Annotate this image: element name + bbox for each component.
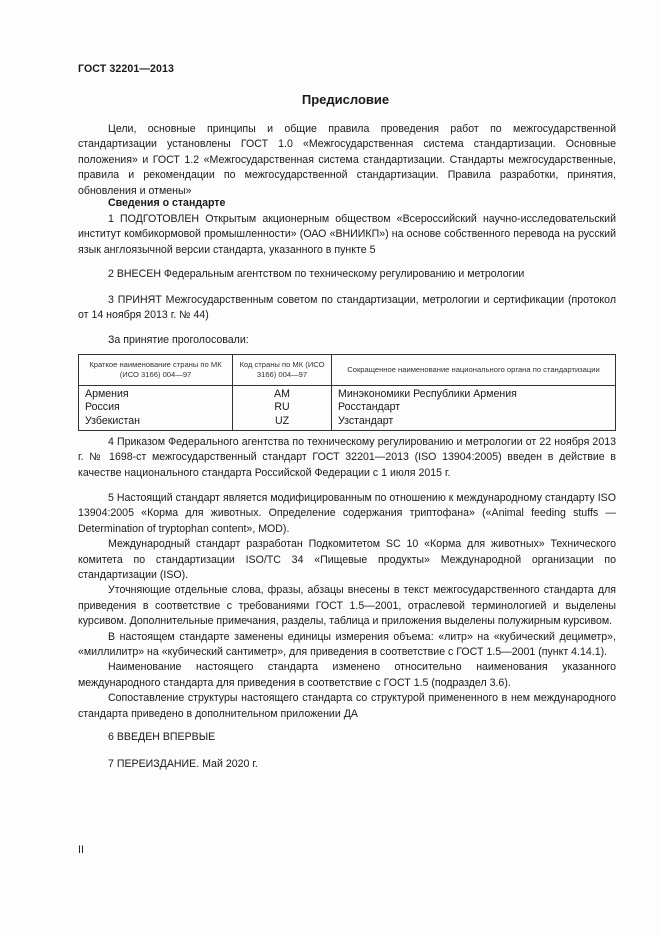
- intro-text: Цели, основные принципы и общие правила проведения работ по межгосударственной стандартизации установлены ГОСТ 1.0 «Межгосударственная система стандартизации. Основные положения» и ГОСТ 1.2 «Межгосударственная система стандартизации. Стандарты межгосударственные, правила и рекомендации по межгосударственной стандартизации. Правила разработки, принятия, обновления и отмены»: [78, 123, 616, 197]
- section-heading-block: [78, 196, 616, 211]
- item-2-block: [78, 267, 616, 282]
- country-name: Узбекистан: [85, 414, 141, 427]
- document-code-header: ГОСТ 32201—2013: [78, 63, 175, 75]
- standards-body: Росстандарт: [338, 401, 401, 414]
- vote-intro-block: [78, 333, 616, 348]
- country-code: RU: [274, 401, 290, 414]
- item-4-text: 4 Приказом Федерального агентства по техническому регулированию и метрологии от 22 ноября 2013 г. № 1698-ст межгосударственный стандарт ГОСТ 32201—2013 (ISO 13904:2005) введен в действие в качестве национального стандарта Российской Федерации с 1 июля 2015 г.: [78, 436, 616, 479]
- item-1-text: 1 ПОДГОТОВЛЕН Открытым акционерным обществом «Всероссийский научно-исследовательский институт комбикормовой промышленности» (ОАО «ВНИИКП») на основе собственного перевода на русский язык англоязычной версии стандарта, указанного в пункте 5: [78, 213, 616, 256]
- item-2-text: 2 ВНЕСЕН Федеральным агентством по техническому регулированию и метрологии: [108, 268, 525, 280]
- item-7-block: [78, 757, 616, 772]
- item-1-block: [78, 212, 616, 258]
- country-name: Армения: [85, 388, 129, 400]
- item-5-paragraph: В настоящем стандарте заменены единицы измерения объема: «литр» на «кубический дециметр», «миллилитр» на «кубический сантиметр», для приведения в соответствие с ГОСТ 1.5—2001 (пункт 4.14.1).: [78, 630, 616, 659]
- table-header-row: [79, 355, 616, 386]
- page-title: Предисловие: [301, 92, 390, 107]
- item-5-paragraph: Сопоставление структуры настоящего стандарта со структурой примененного в нем международного стандарта приведено в дополнительном приложении ДА: [78, 692, 616, 720]
- item-3-text: 3 ПРИНЯТ Межгосударственным советом по стандартизации, метрологии и сертификации (протокол от 14 ноября 2013 г. № 44): [78, 294, 616, 322]
- vote-intro-text: За принятие проголосовали:: [108, 334, 249, 346]
- table-header-body: Сокращенное наименование национального органа по стандартизации: [332, 355, 616, 386]
- country-name: Россия: [85, 401, 120, 414]
- code-cell: [233, 386, 332, 431]
- item-5-block: [78, 491, 616, 722]
- standards-body: Минэкономики Республики Армения: [338, 388, 517, 400]
- item-7-text: 7 ПЕРЕИЗДАНИЕ. Май 2020 г.: [108, 758, 258, 770]
- item-4-block: [78, 435, 616, 481]
- country-code: UZ: [274, 414, 290, 427]
- item-3-block: [78, 293, 616, 324]
- item-6-text: 6 ВВЕДЕН ВПЕРВЫЕ: [108, 731, 216, 743]
- page-number: II: [78, 844, 84, 856]
- country-cell: [79, 386, 233, 431]
- intro-paragraph: [78, 122, 616, 199]
- country-code: AM: [274, 388, 290, 400]
- table-row: [79, 386, 616, 431]
- item-5-paragraph: Наименование настоящего стандарта изменено относительно наименования указанного международного стандарта для приведения в соответствие с ГОСТ 1.5 (подраздел 3.6).: [78, 661, 616, 689]
- body-cell: [332, 386, 616, 431]
- item-6-block: [78, 730, 616, 745]
- table-header-country: Краткое наименование страны по МК (ИСО 3166) 004—97: [79, 355, 233, 386]
- item-5-paragraph: Уточняющие отдельные слова, фразы, абзацы внесены в текст межгосударственного стандарта для приведения в соответствие с требованиями ГОСТ 1.5—2001, отраслевой терминологией и выделены курсивом. Дополнительные примечания, разделы, таблица и приложения выделены полужирным курсивом.: [78, 584, 616, 628]
- standards-body: Узстандарт: [338, 414, 394, 427]
- item-5-paragraph: Международный стандарт разработан Подкомитетом SC 10 «Корма для животных» Технического комитета по стандартизации ISO/TC 34 «Пищевые продукты» Международной организации по стандартизации (ISO).: [78, 538, 616, 582]
- table-header-code: Код страны по МК (ИСО 3166) 004—97: [233, 355, 332, 386]
- voting-countries-table: [78, 354, 616, 431]
- item-5-paragraph: 5 Настоящий стандарт является модифицированным по отношению к международному стандарту ISO 13904:2005 «Корма для животных. Определение содержания триптофана» («Animal feeding stuffs — Determination of tryptophan content», MOD).: [78, 492, 616, 535]
- section-heading: Сведения о стандарте: [108, 197, 226, 209]
